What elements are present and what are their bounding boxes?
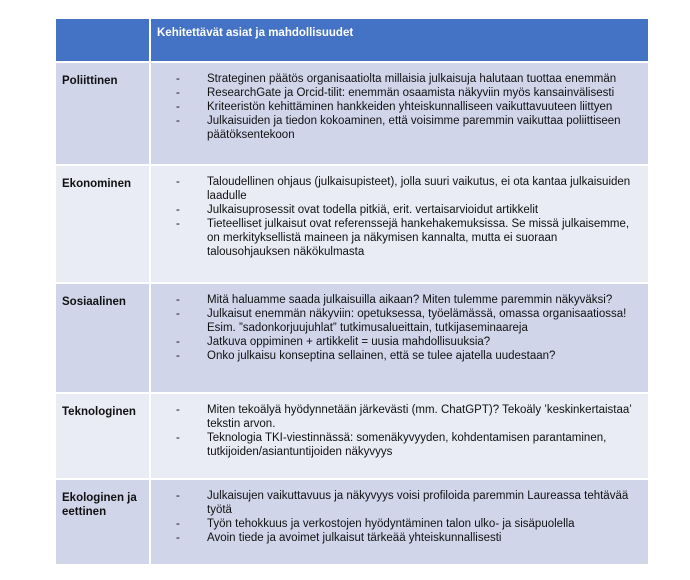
list-item: - ResearchGate ja Orcid-tilit: enemmän osaamista näkyviin myös kansainvälisesti — [176, 87, 615, 99]
category-label: Ekologinen ja eettinen — [62, 492, 137, 518]
list-item: - Tieteelliset julkaisut ovat referenssejä hankehakemuksissa. Se missä julkaisemme, on merkityksellistä maineen ja näkymisen kannalta, mutta ei suoraan talousohjauksen näkökulmasta — [176, 218, 630, 258]
item-list — [151, 284, 648, 373]
pestel-table — [56, 19, 648, 566]
list-item: - Onko julkaisu konseptina sellainen, että se tulee ajatella uudestaan? — [176, 350, 556, 362]
table-row — [56, 165, 648, 283]
list-item: - Julkaisujen vaikuttavuus ja näkyvyys voisi profiloida paremmin Laureassa tehtävää työtä — [176, 490, 629, 516]
table-header-row — [56, 19, 648, 62]
item-list — [151, 166, 648, 269]
category-label: Poliittinen — [62, 75, 118, 87]
category-label: Ekonominen — [62, 178, 132, 190]
list-item: - Teknologia TKI-viestinnässä: somenäkyvyyden, kohdentamisen parantaminen, tutkijoiden/asiantuntijoiden näkyvyys — [176, 432, 607, 458]
item-list — [151, 480, 648, 555]
table-row — [56, 479, 648, 565]
list-item: - Strateginen päätös organisaatiolta millaisia julkaisuja halutaan tuottaa enemmän — [176, 73, 617, 85]
list-item: - Julkaisut enemmän näkyviin: opetuksessa, työelämässä, omassa organisaatiossa! Esim. ”sadonkorjuujuhlat” tutkimusalueittain, tutkijaseminaareja — [176, 308, 627, 334]
list-item: - Jatkuva oppiminen + artikkelit = uusia mahdollisuuksia? — [176, 336, 491, 348]
table-row — [56, 283, 648, 393]
category-label: Sosiaalinen — [62, 296, 126, 308]
table-row — [56, 62, 648, 165]
item-list — [151, 394, 648, 469]
list-item: - Julkaisuprosessit ovat todella pitkiä, erit. vertaisarvioidut artikkelit — [176, 204, 539, 216]
list-item: - Työn tehokkuus ja verkostojen hyödyntäminen talon ulko- ja sisäpuolella — [176, 518, 575, 530]
header-empty-cell — [56, 19, 150, 62]
table-row — [56, 393, 648, 479]
item-list — [151, 63, 648, 152]
list-item: - Taloudellinen ohjaus (julkaisupisteet), jolla suuri vaikutus, ei ota kantaa julkaisuiden laadulle — [176, 176, 631, 202]
list-item: - Julkaisuiden ja tiedon kokoaminen, että voisimme paremmin vaikuttaa poliittiseen päätöksentekoon — [176, 115, 621, 141]
category-label: Teknologinen — [62, 406, 136, 418]
list-item: - Miten tekoälyä hyödynnetään järkevästi (mm. ChatGPT)? Tekoäly ’keskinkertaistaa’ tekstin arvon. — [176, 404, 632, 430]
header-title: Kehitettävät asiat ja mahdollisuudet — [150, 19, 648, 62]
list-item: - Avoin tiede ja avoimet julkaisut tärkeää yhteiskunnallisesti — [176, 532, 502, 544]
list-item: - Kriteeristön kehittäminen hankkeiden yhteiskunnalliseen vaikuttavuuteen liittyen — [176, 101, 613, 113]
list-item: - Mitä haluamme saada julkaisuilla aikaan? Miten tulemme paremmin näkyväksi? — [176, 294, 613, 306]
